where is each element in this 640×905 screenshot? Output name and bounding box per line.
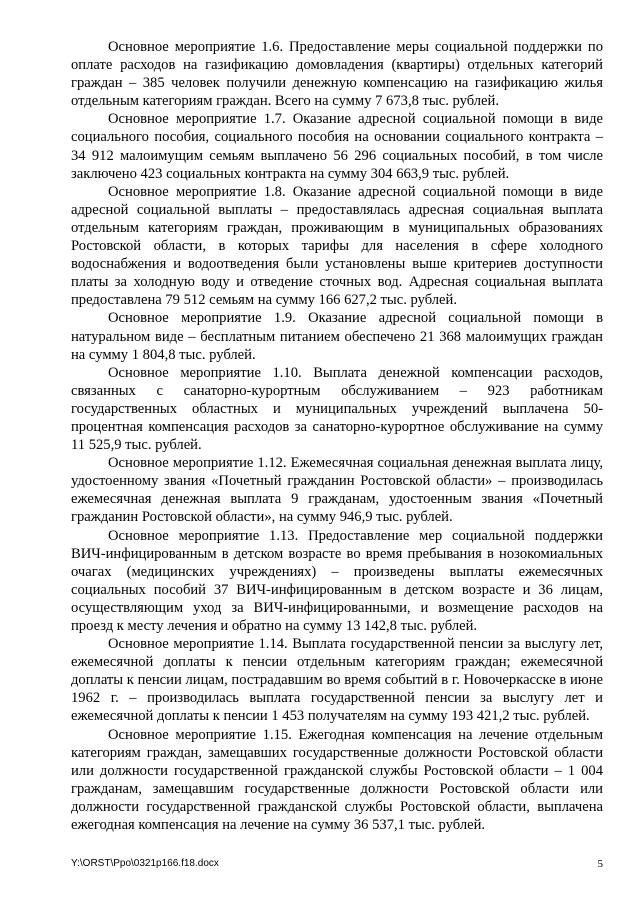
paragraph-measure-1-10: Основное мероприятие 1.10. Выплата денежной компенсации расходов, связанных с санаторно-курортным обслуживанием – 923 работникам государственных областных и муниципальных учреждений выплачена 50-процентная компенсация расходов за санаторно-курортное обслуживание на сумму 11 525,9 тыс. рублей. — [71, 364, 603, 454]
paragraph-measure-1-8: Основное мероприятие 1.8. Оказание адресной социальной помощи в виде адресной социальной выплаты – предоставлялась адресная социальная выплата отдельным категориям граждан, проживающим в муниципальных образованиях Ростовской области, в которых тарифы для населения в сфере холодного водоснабжения и водоотведения были установлены выше критериев доступности платы за холодную воду и отведение сточных вод. Адресная социальная выплата предоставлена 79 512 семьям на сумму 166 627,2 тыс. рублей. — [71, 183, 603, 309]
paragraph-measure-1-6: Основное мероприятие 1.6. Предоставление меры социальной поддержки по оплате расходов на газификацию домовладения (квартиры) отдельных категорий граждан – 385 человек получили денежную компенсацию на газификацию жилья отдельным категориям граждан. Всего на сумму 7 673,8 тыс. рублей. — [71, 39, 603, 110]
paragraph-measure-1-15: Основное мероприятие 1.15. Ежегодная компенсация на лечение отдельным категориям граждан, замещавших государственные должности Ростовской области или должности государственной гражданской службы Ростовской области – 1 004 гражданам, замещавшим государственные должности Ростовской области или должности государственной гражданской службы Ростовской области, выплачена ежегодная компенсация на лечение на сумму 36 537,1 тыс. рублей. — [71, 726, 603, 834]
paragraph-measure-1-12: Основное мероприятие 1.12. Ежемесячная социальная денежная выплата лицу, удостоенному звания «Почетный гражданин Ростовской области» – производилась ежемесячная денежная выплата 9 гражданам, удостоенным звания «Почетный гражданин Ростовской области», на сумму 946,9 тыс. рублей. — [71, 455, 603, 526]
page-footer — [71, 858, 603, 872]
paragraph-measure-1-13: Основное мероприятие 1.13. Предоставление мер социальной поддержки ВИЧ-инфицированным в детском возрасте во время пребывания в нозокомиальных очагах (медицинских учреждениях) – произведены выплаты ежемесячных социальных пособий 37 ВИЧ-инфицированным в детском возрасте и 36 лицам, осуществляющим уход за ВИЧ-инфицированными, и возмещение расходов на проезд к месту лечения и обратно на сумму 13 142,8 тыс. рублей. — [71, 527, 603, 634]
paragraph-measure-1-14: Основное мероприятие 1.14. Выплата государственной пенсии за выслугу лет, ежемесячной доплаты к пенсии отдельным категориям граждан; ежемесячной доплаты к пенсии лицам, пострадавшим во время событий в г. Новочеркасске в июне 1962 г. – производилась выплата государственной пенсии за выслугу лет и ежемесячной доплаты к пенсии 1 453 получателям на сумму 193 421,2 тыс. рублей. — [71, 636, 603, 725]
paragraph-measure-1-9: Основное мероприятие 1.9. Оказание адресной социальной помощи в натуральном виде – бесплатным питанием обеспечено 21 368 малоимущих граждан на сумму 1 804,8 тыс. рублей. — [71, 310, 603, 363]
footer-file-path: Y:\ORST\Ppo\0321p166.f18.docx — [71, 858, 219, 869]
page-number: 5 — [597, 858, 603, 870]
paragraph-measure-1-7: Основное мероприятие 1.7. Оказание адресной социальной помощи в виде социального пособия, социального пособия на основании социального контракта – 34 912 малоимущим семьям выплачено 56 296 социальных пособий, в том числе заключено 423 социальных контракта на сумму 304 663,9 тыс. рублей. — [71, 111, 603, 182]
document-body — [71, 38, 603, 834]
